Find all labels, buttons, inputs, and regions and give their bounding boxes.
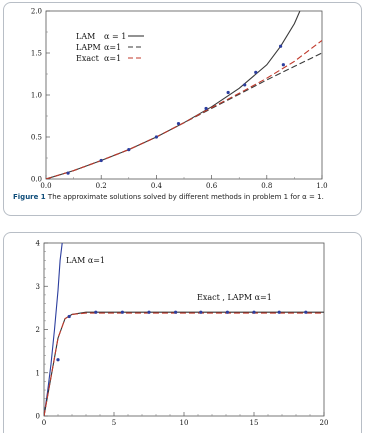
data-marker <box>94 311 97 314</box>
data-marker <box>56 358 59 361</box>
annotation-exact-lapm: Exact , LAPM α=1 <box>197 293 272 302</box>
data-marker <box>243 83 246 86</box>
legend-alpha-lam: α = 1 <box>104 32 127 41</box>
x-tick-label: 0.8 <box>261 182 273 190</box>
data-marker <box>278 311 281 314</box>
legend-alpha-exact: α=1 <box>104 54 122 63</box>
x-tick-label: 0.4 <box>150 182 162 190</box>
annotation-lam: LAM α=1 <box>66 256 106 265</box>
y-tick-label: 0.0 <box>30 175 42 184</box>
data-marker <box>199 311 202 314</box>
x-tick-label: 20 <box>319 419 329 427</box>
data-marker <box>177 122 180 125</box>
x-tick-label: 5 <box>111 419 117 427</box>
data-marker <box>147 311 150 314</box>
data-marker <box>304 311 307 314</box>
y-tick-label: 2.0 <box>30 7 42 16</box>
x-tick-label: 0.2 <box>95 182 107 190</box>
figure-2-chart <box>4 233 363 434</box>
series-line-exact <box>44 312 324 416</box>
plot-frame <box>44 243 324 416</box>
data-marker <box>254 71 257 74</box>
y-tick-label: 1.0 <box>30 91 42 100</box>
data-marker <box>68 315 71 318</box>
data-marker <box>282 63 285 66</box>
data-marker <box>174 311 177 314</box>
figure-1-caption-text: The approximate solutions solved by different methods in problem 1 for α = 1. <box>47 193 324 201</box>
x-tick-label: 10 <box>179 419 189 427</box>
series-line-lapm <box>44 313 324 416</box>
data-marker <box>279 45 282 48</box>
x-tick-label: 15 <box>249 419 259 427</box>
legend-label-lam: LAM <box>76 32 96 41</box>
data-marker <box>155 135 158 138</box>
y-tick-label: 3 <box>35 282 40 291</box>
data-marker <box>252 311 255 314</box>
data-marker <box>227 91 230 94</box>
y-tick-label: 4 <box>35 239 40 248</box>
y-tick-label: 1.5 <box>30 49 42 58</box>
data-marker <box>204 107 207 110</box>
figure-1-panel <box>3 2 362 216</box>
x-tick-label: 0 <box>41 419 47 427</box>
data-marker <box>66 172 69 175</box>
series-line-lapm <box>46 53 322 179</box>
x-tick-label: 1.0 <box>316 182 328 190</box>
y-tick-label: 2 <box>35 326 40 334</box>
legend-label-lapm: LAPM <box>76 43 101 52</box>
x-tick-label: 0.0 <box>40 182 52 190</box>
data-marker <box>127 148 130 151</box>
y-tick-label: 1 <box>35 369 40 378</box>
figure-2-panel <box>3 232 362 433</box>
y-tick-label: 0 <box>35 412 40 421</box>
figure-1-caption <box>13 193 324 201</box>
data-marker <box>121 311 124 314</box>
figure-1-chart <box>4 3 363 188</box>
figure-1-caption-label: Figure 1 <box>13 193 46 201</box>
x-tick-label: 0.6 <box>206 182 218 190</box>
data-marker <box>100 159 103 162</box>
data-marker <box>226 311 229 314</box>
legend-label-exact: Exact <box>76 54 99 63</box>
y-tick-label: 0.5 <box>30 133 42 142</box>
legend-alpha-lapm: α=1 <box>104 43 122 52</box>
